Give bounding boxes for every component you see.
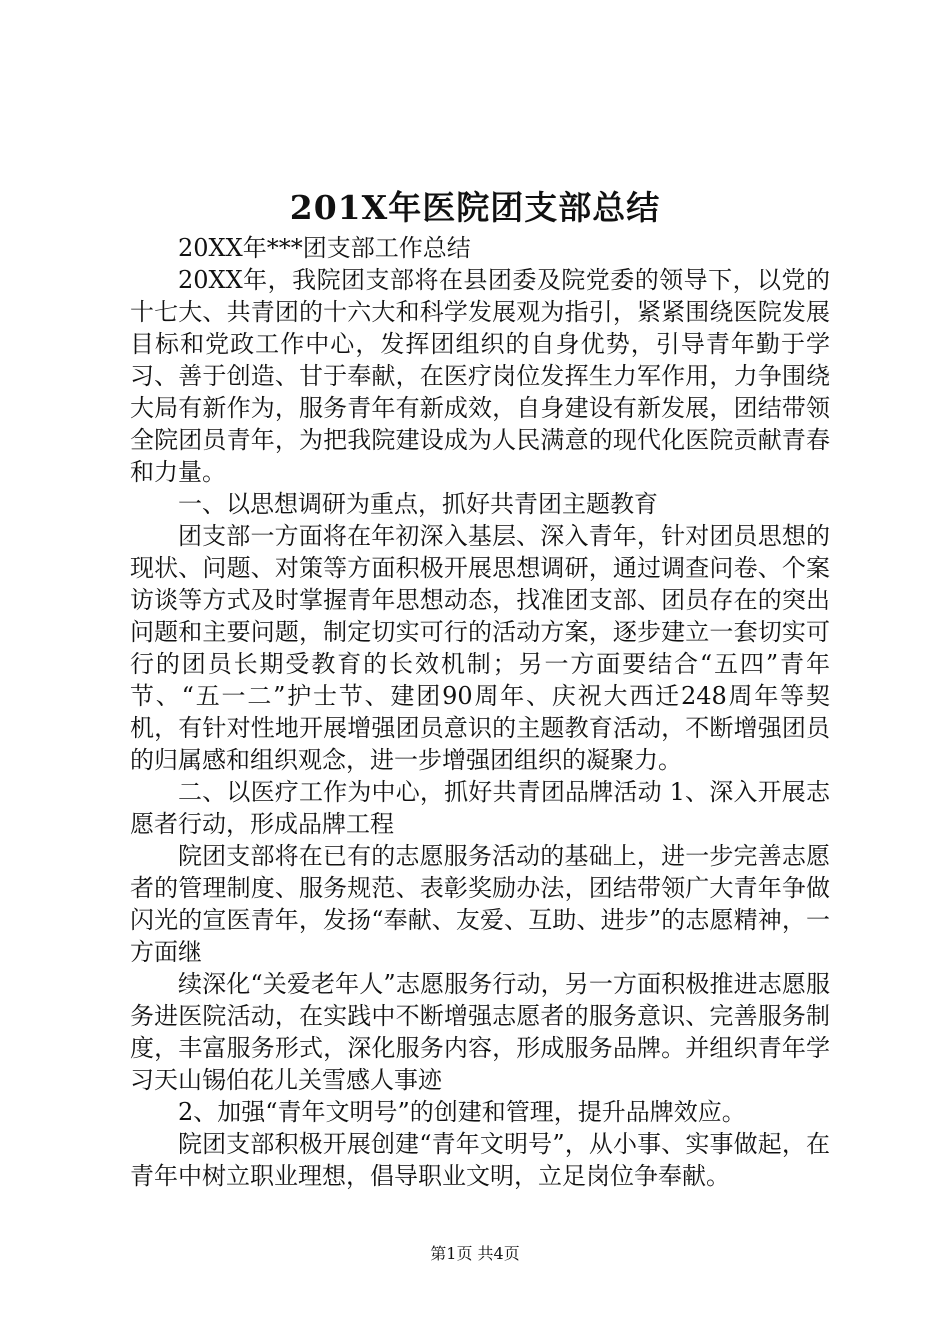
page-number: 第1页 共4页 [430,1244,520,1263]
paragraph: 20XX年，我院团支部将在县团委及院党委的领导下，以党的十七大、共青团的十六大和科学发展观为指引，紧紧围绕医院发展目标和党政工作中心，发挥团组织的自身优势，引导青年勤于学习、善于创造、甘于奉献，在医疗岗位发挥生力军作用，力争围绕大局有新作为，服务青年有新成效，自身建设有新发展，团结带领全院团员青年，为把我院建设成为人民满意的现代化医院贡献青春和力量。 [130,266,830,486]
section-heading: 二、以医疗工作为中心，抓好共青团品牌活动 1、深入开展志愿者行动，形成品牌工程 [130,778,830,838]
document-title: 201X年医院团支部总结 [289,188,661,227]
paragraph: 院团支部积极开展创建“青年文明号”，从小事、实事做起，在青年中树立职业理想，倡导职业文明，立足岗位争奉献。 [130,1130,830,1190]
paragraph: 20XX年***团支部工作总结 [178,234,471,262]
paragraph: 团支部一方面将在年初深入基层、深入青年，针对团员思想的现状、问题、对策等方面积极开展思想调研，通过调查问卷、个案访谈等方式及时掌握青年思想动态，找准团支部、团员存在的突出问题和主要问题，制定切实可行的活动方案，逐步建立一套切实可行的团员长期受教育的长效机制；另一方面要结合“五四”青年节、“五一二”护士节、建团90周年、庆祝大西迁248周年等契机，有针对性地开展增强团员意识的主题教育活动，不断增强团员的归属感和组织观念，进一步增强团组织的凝聚力。 [130,522,830,774]
subsection-heading: 2、加强“青年文明号”的创建和管理，提升品牌效应。 [178,1098,746,1126]
paragraph: 续深化“关爱老年人”志愿服务行动，另一方面积极推进志愿服务进医院活动，在实践中不断增强志愿者的服务意识、完善服务制度，丰富服务形式，深化服务内容，形成服务品牌。并组织青年学习天山锡伯花儿关雪感人事迹 [130,970,830,1094]
section-heading: 一、以思想调研为重点，抓好共青团主题教育 [178,490,658,518]
document-body [130,232,830,1192]
paragraph: 院团支部将在已有的志愿服务活动的基础上，进一步完善志愿者的管理制度、服务规范、表彰奖励办法，团结带领广大青年争做闪光的宣医青年，发扬“奉献、友爱、互助、进步”的志愿精神，一方面继 [130,842,830,966]
